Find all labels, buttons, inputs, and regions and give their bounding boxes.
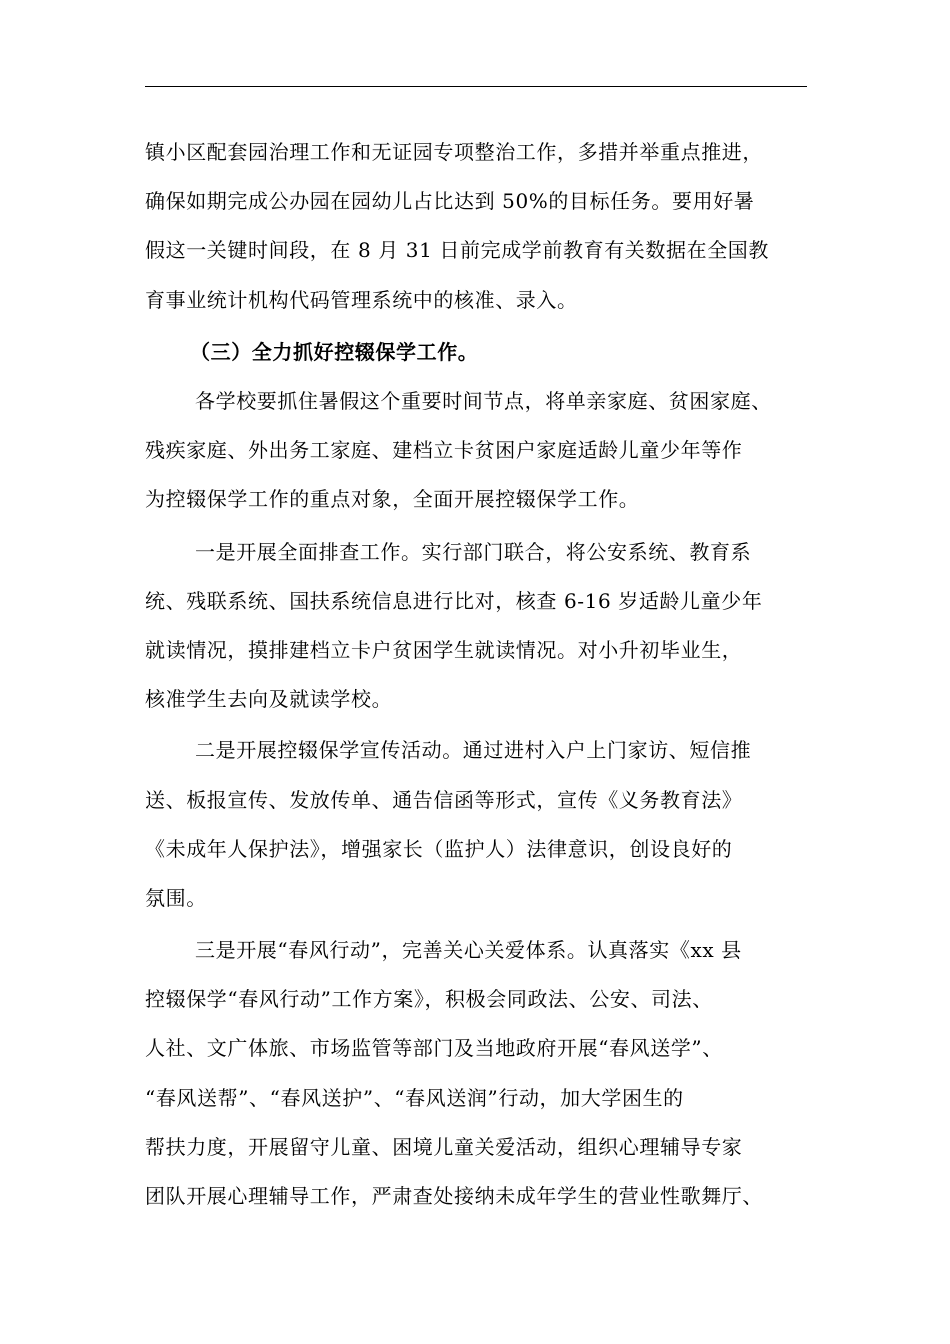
paragraph-line: 《未成年人保护法》，增强家长（监护人）法律意识，创设良好的 [145,837,733,861]
paragraph-line: 送、板报宣传、发放传单、通告信函等形式，宣传《义务教育法》 [145,788,743,812]
paragraph-line: 一是开展全面排查工作。实行部门联合，将公安系统、教育系 [195,540,752,564]
paragraph-line: 团队开展心理辅导工作，严肃查处接纳未成年学生的营业性歌舞厅、 [145,1184,763,1208]
paragraph-line: 核准学生去向及就读学校。 [145,687,393,711]
paragraph-line: 氛围。 [145,886,207,910]
paragraph-line: 确保如期完成公办园在园幼儿占比达到 50%的目标任务。要用好暑 [145,189,755,213]
paragraph-line: 帮扶力度，开展留守儿童、困境儿童关爱活动，组织心理辅导专家 [145,1135,743,1159]
paragraph-line: 为控辍保学工作的重点对象，全面开展控辍保学工作。 [145,487,640,511]
paragraph-line: “春风送帮”、“春风送护”、“春风送润”行动，加大学困生的 [145,1086,684,1110]
paragraph-line: 就读情况，摸排建档立卡户贫困学生就读情况。对小升初毕业生， [145,638,743,662]
paragraph-line: 镇小区配套园治理工作和无证园专项整治工作，多措并举重点推进， [145,140,763,164]
paragraph-line: 人社、文广体旅、市场监管等部门及当地政府开展“春风送学”、 [145,1036,723,1060]
paragraph-line: 假这一关键时间段，在 8 月 31 日前完成学前教育有关数据在全国教 [145,238,770,262]
header-rule [145,86,807,87]
section-heading: （三）全力抓好控辍保学工作。 [190,340,479,364]
paragraph-line: 统、残联系统、国扶系统信息进行比对，核查 6-16 岁适龄儿童少年 [145,589,763,613]
paragraph-line: 二是开展控辍保学宣传活动。通过进村入户上门家访、短信推 [195,738,752,762]
paragraph-line: 残疾家庭、外出务工家庭、建档立卡贫困户家庭适龄儿童少年等作 [145,438,743,462]
paragraph-line: 三是开展“春风行动”，完善关心关爱体系。认真落实《xx 县 [195,938,742,962]
paragraph-line: 控辍保学“春风行动”工作方案》，积极会同政法、公安、司法、 [145,987,713,1011]
paragraph-line: 育事业统计机构代码管理系统中的核准、录入。 [145,288,578,312]
paragraph-line: 各学校要抓住暑假这个重要时间节点，将单亲家庭、贫困家庭、 [195,389,772,413]
